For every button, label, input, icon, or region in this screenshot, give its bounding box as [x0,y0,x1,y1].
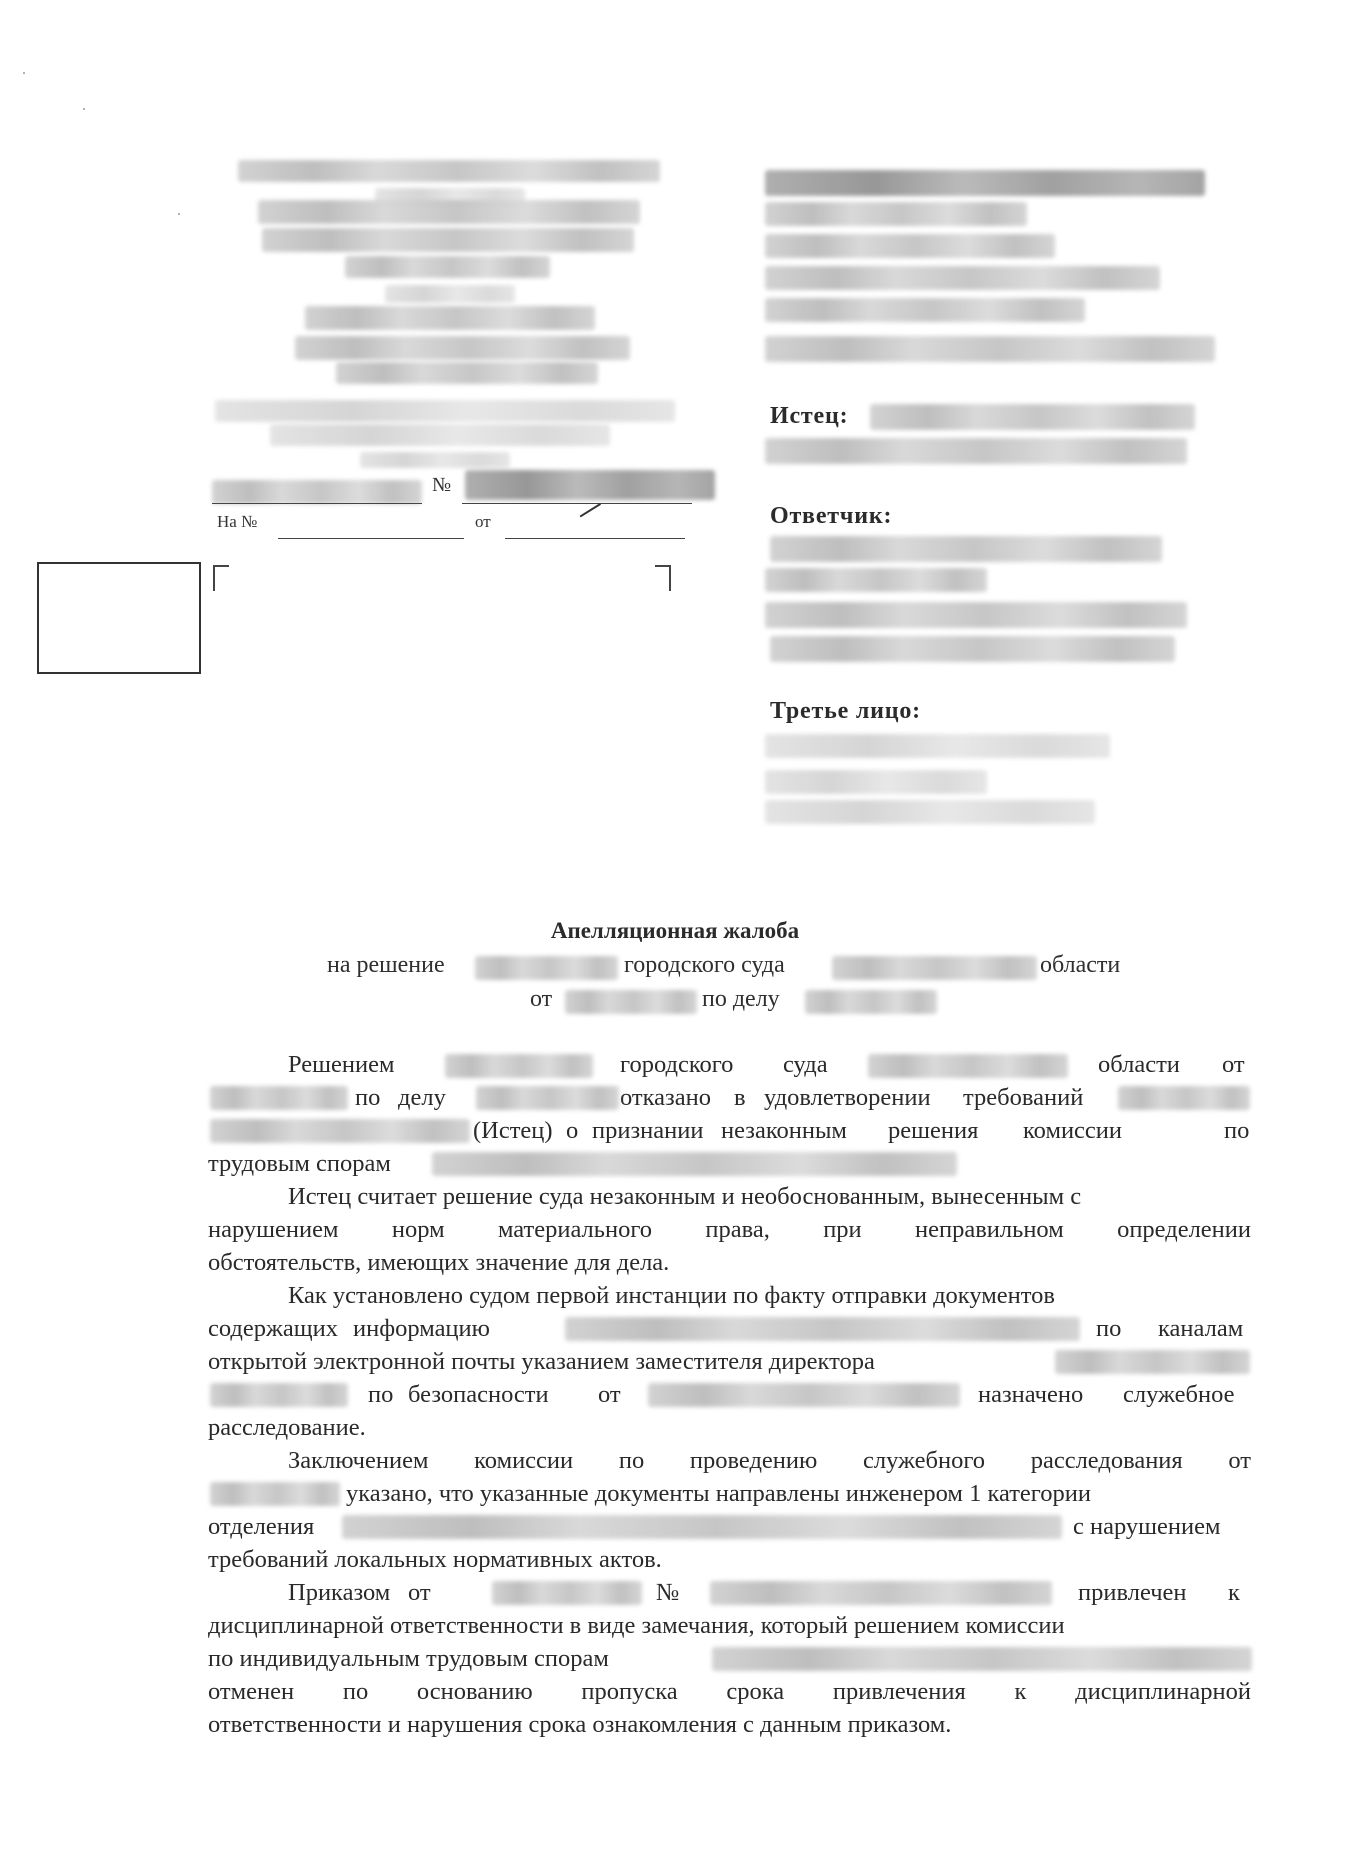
text-line-justified [208,1214,1251,1245]
bracket-corner-left [213,565,229,591]
defendant-label: Ответчик: [770,503,893,529]
word: по [1224,1117,1250,1144]
redacted-text [765,336,1215,362]
redacted-text [345,256,550,278]
word: требований [963,1084,1084,1111]
word: расследования [1030,1447,1183,1474]
word: неправильном [915,1216,1064,1243]
word: каналам [1158,1315,1244,1342]
heading-text: от [530,986,553,1012]
word: содержащих [208,1315,339,1342]
redacted-text [765,568,987,592]
redacted-date [212,480,422,504]
word: от [1228,1447,1251,1474]
word: дисциплинарной [1075,1678,1251,1705]
word: срока [726,1678,785,1705]
word: материального [497,1216,653,1243]
redacted-city [445,1054,593,1078]
word: признании [592,1117,704,1144]
word: делу [398,1084,446,1111]
word: отделения [208,1513,315,1540]
redacted-information-type [565,1317,1080,1341]
word: № [656,1579,680,1606]
word: по [368,1381,394,1408]
word: по [1096,1315,1122,1342]
redacted-text [765,202,1027,226]
text-line-justified [208,1445,1251,1476]
redacted-plaintiff-name [870,404,1195,430]
redacted-defendant-address [765,602,1187,628]
text-line: Истец считает решение суда незаконным и необоснованным, вынесенным с [288,1183,1082,1210]
word: к [1014,1678,1027,1705]
redacted-order-number [710,1581,1052,1605]
redacted-text [238,160,660,182]
word: проведению [689,1447,818,1474]
redacted-commission-protocol [712,1647,1252,1671]
word: отказано [620,1084,711,1111]
redacted-defendant-name [770,536,1162,562]
redacted-text [295,336,630,360]
reply-from-label: от [475,512,491,531]
redacted-decision-date [565,990,697,1014]
word: области [1098,1051,1180,1078]
redacted-region [868,1054,1068,1078]
word: нарушением [208,1216,339,1243]
heading-text: на решение [327,952,445,978]
redacted-court-name [765,170,1205,196]
word: (Истец) [473,1117,553,1144]
redacted-court-city [475,956,618,980]
document-title: Апелляционная жалоба [550,918,800,943]
word: в [734,1084,746,1111]
redacted-name [1118,1086,1250,1110]
word: по [342,1678,369,1705]
heading-text: по делу [702,986,780,1012]
text-line [208,1082,1251,1113]
redacted-text [765,800,1095,824]
redacted-text [765,770,987,794]
redacted-outgoing-number [465,470,715,500]
number-underline [462,503,692,504]
date-underline [212,503,422,504]
redacted-case-number [476,1086,619,1110]
word: безопасности [408,1381,549,1408]
redacted-text [262,228,634,252]
word: привлечения [832,1678,966,1705]
word: информацию [353,1315,490,1342]
scan-speck [83,108,85,110]
word: от [598,1381,621,1408]
word: удовлетворении [764,1084,931,1111]
redacted-name [1055,1350,1250,1374]
word: суда [783,1051,828,1078]
redacted-order-date [492,1581,642,1605]
text-line-justified [208,1676,1251,1707]
redacted-case-number [805,990,937,1014]
reply-number-line [278,538,464,539]
word: Заключением [288,1447,429,1474]
text-line: по индивидуальным трудовым спорам [208,1645,609,1672]
word: отменен [208,1678,295,1705]
heading-text: области [1040,952,1121,978]
text-line: обстоятельств, имеющих значение для дела. [208,1249,670,1276]
word: по [355,1084,381,1111]
text-line: ответственности и нарушения срока ознакомления с данным приказом. [208,1711,952,1738]
word: о [566,1117,579,1144]
word: служебное [1123,1381,1235,1408]
stamp-box [37,562,201,674]
word: от [408,1579,431,1606]
redacted-text [336,362,598,384]
redacted-text [765,298,1085,322]
pen-stroke [580,503,601,517]
bracket-corner-right [655,565,671,591]
word: пропуска [581,1678,678,1705]
word: права, [705,1216,770,1243]
redacted-text [385,285,515,303]
word: трудовым спорам [208,1150,391,1177]
scan-speck [178,213,180,215]
redacted-date [210,1086,348,1110]
redacted-text [305,306,595,330]
word: городского [620,1051,734,1078]
redacted-name [210,1383,348,1407]
redacted-name [210,1119,470,1143]
word: Приказом [288,1579,391,1606]
word: служебного [863,1447,986,1474]
word: при [823,1216,862,1243]
redacted-text [765,266,1160,290]
heading-text: городского суда [624,952,785,978]
redacted-text [258,200,640,224]
redacted-text [360,452,510,468]
redacted-date [210,1482,340,1506]
word: Решением [288,1051,395,1078]
text-line: требований локальных нормативных актов. [208,1546,662,1573]
outgoing-number-sign: № [432,474,452,496]
redacted-text [215,400,675,422]
redacted-text [765,234,1055,258]
redacted-plaintiff-address [765,438,1187,464]
redacted-third-party-name [765,734,1110,758]
word: назначено [978,1381,1084,1408]
redacted-department [342,1515,1062,1539]
word: привлечен [1078,1579,1187,1606]
redacted-commission-decision [432,1152,957,1176]
reply-from-line [505,538,685,539]
word: определении [1117,1216,1251,1243]
word: к [1228,1579,1240,1606]
word: комиссии [474,1447,574,1474]
word: от [1222,1051,1245,1078]
plaintiff-label: Истец: [770,403,849,429]
word: по [618,1447,645,1474]
text-line: Как установлено судом первой инстанции по факту отправки документов [288,1282,1055,1309]
third-party-label: Третье лицо: [770,698,921,724]
text-line: открытой электронной почты указанием заместителя директора [208,1348,875,1375]
scan-speck [23,72,25,74]
redacted-text [270,424,610,446]
word: норм [391,1216,445,1243]
word: комиссии [1023,1117,1123,1144]
reply-number-label: На № [217,512,258,531]
redacted-region [832,956,1037,980]
redacted-text [770,636,1175,662]
word: решения [888,1117,979,1144]
word: с нарушением [1073,1513,1221,1540]
word: незаконным [721,1117,847,1144]
text-line: дисциплинарной ответственности в виде замечания, который решением комиссии [208,1612,1065,1639]
text-line [208,1049,1251,1080]
redacted-order-reference [648,1383,960,1407]
word: основанию [416,1678,533,1705]
text-line: расследование. [208,1414,366,1441]
text-line: указано, что указанные документы направлены инженером 1 категории [346,1480,1091,1507]
